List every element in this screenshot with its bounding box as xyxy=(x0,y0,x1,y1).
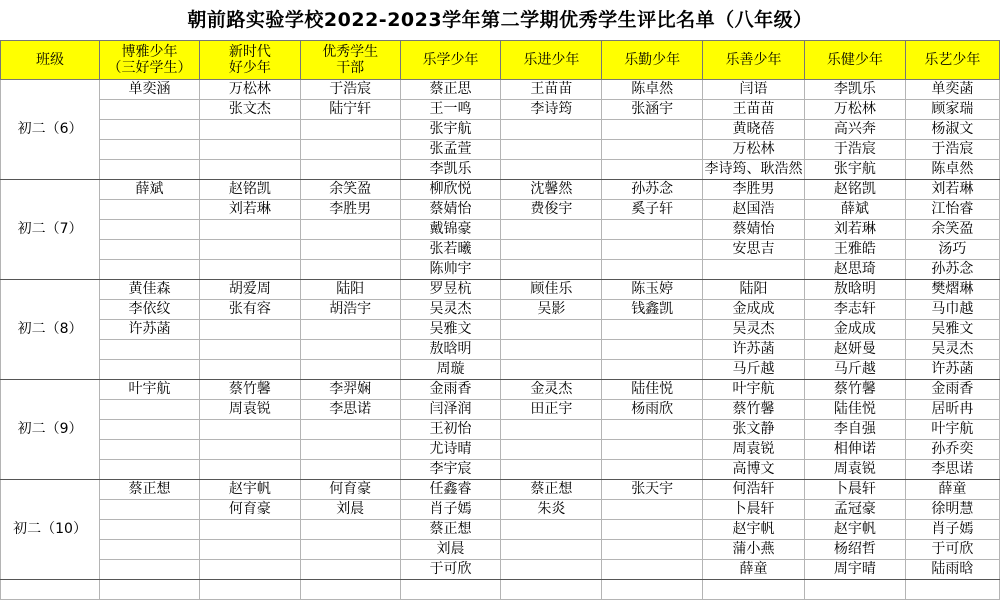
student-cell: 蔡正想 xyxy=(100,480,200,500)
table-row xyxy=(1,140,1000,160)
student-cell xyxy=(602,220,703,240)
table-row xyxy=(1,80,1000,100)
student-cell: 戴锦豪 xyxy=(400,220,501,240)
student-cell: 金灵杰 xyxy=(501,380,602,400)
student-cell xyxy=(300,520,400,540)
column-header xyxy=(905,41,999,80)
student-cell: 费俊宇 xyxy=(501,200,602,220)
student-cell: 陈帅宇 xyxy=(400,260,501,280)
student-cell: 黄晓蓓 xyxy=(703,120,805,140)
column-header xyxy=(501,41,602,80)
student-cell xyxy=(199,140,300,160)
student-cell xyxy=(100,360,200,380)
column-header-line: （三好学生） xyxy=(107,60,192,76)
table-row xyxy=(1,320,1000,340)
column-header xyxy=(100,41,200,80)
student-cell: 叶宇航 xyxy=(703,380,805,400)
column-header xyxy=(703,41,805,80)
student-cell: 肖子嫣 xyxy=(905,520,999,540)
student-cell: 高兴奔 xyxy=(805,120,906,140)
column-header-line: 干部 xyxy=(336,60,365,76)
student-cell: 李凯乐 xyxy=(805,80,906,100)
student-cell xyxy=(100,520,200,540)
column-header-line: 好少年 xyxy=(228,60,271,76)
table-row xyxy=(1,520,1000,540)
student-cell: 李自强 xyxy=(805,420,906,440)
student-cell xyxy=(501,560,602,580)
student-cell: 蔡正思 xyxy=(400,80,501,100)
student-cell: 高博文 xyxy=(703,460,805,480)
column-header-line: 乐善少年 xyxy=(725,52,782,68)
student-cell: 蔡正想 xyxy=(501,480,602,500)
column-header xyxy=(805,41,906,80)
student-cell xyxy=(199,460,300,480)
student-cell: 卜晨轩 xyxy=(703,500,805,520)
table-row xyxy=(1,400,1000,420)
student-cell: 许苏菡 xyxy=(100,320,200,340)
student-cell xyxy=(300,260,400,280)
student-cell: 孙苏念 xyxy=(602,180,703,200)
student-cell xyxy=(100,120,200,140)
class-name-cell: 初二（7） xyxy=(1,180,100,280)
student-cell xyxy=(602,460,703,480)
student-cell xyxy=(199,240,300,260)
student-cell: 周璇 xyxy=(400,360,501,380)
table-row xyxy=(1,120,1000,140)
student-cell xyxy=(100,340,200,360)
student-cell xyxy=(300,140,400,160)
student-cell: 孟冠豪 xyxy=(805,500,906,520)
student-cell: 尤诗晴 xyxy=(400,440,501,460)
student-cell xyxy=(602,160,703,180)
empty-cell xyxy=(400,580,501,600)
student-cell: 赵宇帆 xyxy=(703,520,805,540)
student-cell xyxy=(199,560,300,580)
student-cell: 于浩宸 xyxy=(905,140,999,160)
student-cell: 单奕涵 xyxy=(100,80,200,100)
student-cell xyxy=(501,340,602,360)
column-header-line: 乐勤少年 xyxy=(624,52,681,68)
student-cell: 刘晨 xyxy=(300,500,400,520)
student-cell: 陆阳 xyxy=(703,280,805,300)
student-cell xyxy=(100,560,200,580)
student-cell: 张宇航 xyxy=(805,160,906,180)
empty-cell xyxy=(199,580,300,600)
student-cell: 刘若琳 xyxy=(199,200,300,220)
empty-cell xyxy=(100,580,200,600)
column-header xyxy=(400,41,501,80)
student-cell xyxy=(100,100,200,120)
class-name-cell: 初二（10） xyxy=(1,480,100,580)
student-cell: 肖子嫣 xyxy=(400,500,501,520)
student-cell xyxy=(100,200,200,220)
table-row xyxy=(1,360,1000,380)
student-cell xyxy=(100,240,200,260)
student-cell: 黄佳森 xyxy=(100,280,200,300)
student-cell: 单奕菡 xyxy=(905,80,999,100)
student-cell xyxy=(602,120,703,140)
student-cell: 马斤越 xyxy=(805,360,906,380)
student-cell: 陈卓然 xyxy=(905,160,999,180)
student-cell: 罗昱杭 xyxy=(400,280,501,300)
student-cell: 于可欣 xyxy=(400,560,501,580)
student-cell xyxy=(199,220,300,240)
student-cell: 张文杰 xyxy=(199,100,300,120)
student-cell: 吴雅文 xyxy=(905,320,999,340)
student-cell xyxy=(300,460,400,480)
student-cell: 吴影 xyxy=(501,300,602,320)
student-cell xyxy=(602,520,703,540)
student-cell: 相伸诺 xyxy=(805,440,906,460)
table-row xyxy=(1,200,1000,220)
student-cell: 马巾越 xyxy=(905,300,999,320)
student-cell: 吴灵杰 xyxy=(905,340,999,360)
student-cell: 薛童 xyxy=(703,560,805,580)
student-cell: 杨淑文 xyxy=(905,120,999,140)
student-cell: 任鑫睿 xyxy=(400,480,501,500)
student-cell xyxy=(300,320,400,340)
student-cell xyxy=(501,420,602,440)
student-cell: 蔡竹馨 xyxy=(805,380,906,400)
column-header xyxy=(199,41,300,80)
student-cell: 金成成 xyxy=(805,320,906,340)
student-cell: 居昕冉 xyxy=(905,400,999,420)
student-cell xyxy=(300,240,400,260)
table-row xyxy=(1,480,1000,500)
table-row xyxy=(1,380,1000,400)
student-cell: 蔡婧怡 xyxy=(703,220,805,240)
page-title: 朝前路实验学校2022-2023学年第二学期优秀学生评比名单（八年级） xyxy=(187,9,813,31)
student-cell: 周袁锐 xyxy=(199,400,300,420)
student-cell xyxy=(602,540,703,560)
student-cell xyxy=(501,320,602,340)
student-cell xyxy=(602,500,703,520)
empty-cell xyxy=(300,580,400,600)
student-cell: 敖晗明 xyxy=(805,280,906,300)
student-cell xyxy=(100,540,200,560)
student-cell xyxy=(199,320,300,340)
student-cell: 顾佳乐 xyxy=(501,280,602,300)
student-cell: 刘若琳 xyxy=(805,220,906,240)
student-cell: 薛斌 xyxy=(805,200,906,220)
student-cell: 吴灵杰 xyxy=(400,300,501,320)
table-row xyxy=(1,420,1000,440)
student-cell: 陆宁轩 xyxy=(300,100,400,120)
student-cell xyxy=(602,420,703,440)
column-header-line: 新时代 xyxy=(228,44,271,60)
student-cell: 吴灵杰 xyxy=(703,320,805,340)
student-cell xyxy=(100,440,200,460)
student-cell: 蔡竹馨 xyxy=(199,380,300,400)
student-cell: 于浩宸 xyxy=(805,140,906,160)
column-header-line: 乐进少年 xyxy=(523,52,580,68)
student-cell: 李宇宸 xyxy=(400,460,501,480)
column-header-line: 班级 xyxy=(36,52,65,68)
student-cell: 叶宇航 xyxy=(100,380,200,400)
student-cell: 周袁锐 xyxy=(805,460,906,480)
student-cell xyxy=(300,540,400,560)
student-cell: 马斤越 xyxy=(703,360,805,380)
column-header-line: 优秀学生 xyxy=(322,44,379,60)
student-cell: 王初怡 xyxy=(400,420,501,440)
student-cell: 闫泽润 xyxy=(400,400,501,420)
column-header xyxy=(602,41,703,80)
student-cell: 陆雨晗 xyxy=(905,560,999,580)
column-header xyxy=(300,41,400,80)
class-name-cell: 初二（8） xyxy=(1,280,100,380)
student-cell: 胡爱周 xyxy=(199,280,300,300)
student-cell xyxy=(199,420,300,440)
student-cell: 奚子轩 xyxy=(602,200,703,220)
student-cell: 闫语 xyxy=(703,80,805,100)
student-cell xyxy=(100,400,200,420)
table-row xyxy=(1,560,1000,580)
student-cell: 赵国浩 xyxy=(703,200,805,220)
table-row xyxy=(1,500,1000,520)
student-cell xyxy=(199,260,300,280)
student-cell: 蔡正想 xyxy=(400,520,501,540)
student-cell xyxy=(501,240,602,260)
student-cell xyxy=(501,460,602,480)
student-cell: 杨绍哲 xyxy=(805,540,906,560)
table-row xyxy=(1,280,1000,300)
student-cell: 蔡婧怡 xyxy=(400,200,501,220)
student-cell: 张若曦 xyxy=(400,240,501,260)
student-cell: 张文静 xyxy=(703,420,805,440)
student-cell xyxy=(602,440,703,460)
student-cell xyxy=(199,360,300,380)
student-cell xyxy=(199,160,300,180)
student-cell xyxy=(300,560,400,580)
column-header-line: 乐学少年 xyxy=(422,52,479,68)
student-cell xyxy=(100,420,200,440)
table-row xyxy=(1,180,1000,200)
student-cell xyxy=(100,220,200,240)
student-cell xyxy=(501,220,602,240)
student-cell: 赵宇帆 xyxy=(805,520,906,540)
student-cell: 杨雨欣 xyxy=(602,400,703,420)
student-cell xyxy=(300,420,400,440)
empty-cell xyxy=(1,580,100,600)
table-row xyxy=(1,540,1000,560)
student-cell: 朱炎 xyxy=(501,500,602,520)
student-cell: 叶宇航 xyxy=(905,420,999,440)
empty-cell xyxy=(905,580,999,600)
student-cell xyxy=(501,440,602,460)
student-cell: 王一鸣 xyxy=(400,100,501,120)
student-cell xyxy=(300,440,400,460)
table-row xyxy=(1,460,1000,480)
student-cell: 樊熠琳 xyxy=(905,280,999,300)
student-cell: 何育豪 xyxy=(199,500,300,520)
student-cell xyxy=(602,560,703,580)
student-cell: 何育豪 xyxy=(300,480,400,500)
student-cell: 赵思琦 xyxy=(805,260,906,280)
student-cell: 张孟萱 xyxy=(400,140,501,160)
empty-cell xyxy=(602,580,703,600)
student-cell xyxy=(501,120,602,140)
student-cell xyxy=(703,260,805,280)
student-cell xyxy=(300,160,400,180)
student-cell: 金成成 xyxy=(703,300,805,320)
empty-row xyxy=(1,580,1000,600)
student-cell xyxy=(300,340,400,360)
student-cell: 赵铭凯 xyxy=(805,180,906,200)
student-cell: 陆佳悦 xyxy=(805,400,906,420)
student-cell xyxy=(300,220,400,240)
student-cell xyxy=(602,140,703,160)
table-row xyxy=(1,240,1000,260)
student-cell: 金雨香 xyxy=(400,380,501,400)
empty-cell xyxy=(805,580,906,600)
student-cell: 江怡睿 xyxy=(905,200,999,220)
table-row xyxy=(1,340,1000,360)
student-cell xyxy=(501,140,602,160)
student-cell xyxy=(300,120,400,140)
student-cell: 张天宇 xyxy=(602,480,703,500)
student-cell xyxy=(602,320,703,340)
student-cell: 陈卓然 xyxy=(602,80,703,100)
student-cell: 李诗筠、耿浩然 xyxy=(703,160,805,180)
student-cell: 周袁锐 xyxy=(703,440,805,460)
student-cell: 陈玉婷 xyxy=(602,280,703,300)
student-cell: 王雅皓 xyxy=(805,240,906,260)
student-cell xyxy=(501,540,602,560)
column-header-line: 乐健少年 xyxy=(826,52,883,68)
student-cell xyxy=(602,340,703,360)
student-cell: 李思诺 xyxy=(905,460,999,480)
student-cell xyxy=(100,160,200,180)
student-cell: 张涵宇 xyxy=(602,100,703,120)
student-cell: 万松林 xyxy=(805,100,906,120)
student-cell: 卜晨轩 xyxy=(805,480,906,500)
student-cell: 吴雅文 xyxy=(400,320,501,340)
student-cell: 余笑盈 xyxy=(905,220,999,240)
student-cell: 王苗苗 xyxy=(501,80,602,100)
student-cell: 薛童 xyxy=(905,480,999,500)
student-cell: 徐明慧 xyxy=(905,500,999,520)
student-cell: 许苏菡 xyxy=(703,340,805,360)
student-cell: 许苏菡 xyxy=(905,360,999,380)
student-cell xyxy=(199,540,300,560)
student-cell: 金雨香 xyxy=(905,380,999,400)
student-cell: 王苗苗 xyxy=(703,100,805,120)
student-cell: 孙乔奕 xyxy=(905,440,999,460)
student-cell: 顾家瑞 xyxy=(905,100,999,120)
student-cell xyxy=(602,360,703,380)
student-cell: 于可欣 xyxy=(905,540,999,560)
student-cell xyxy=(602,240,703,260)
table-row xyxy=(1,260,1000,280)
student-cell xyxy=(199,120,300,140)
student-cell: 赵铭凯 xyxy=(199,180,300,200)
student-cell: 孙苏念 xyxy=(905,260,999,280)
student-cell xyxy=(501,260,602,280)
student-cell: 何浩轩 xyxy=(703,480,805,500)
student-cell: 田正宇 xyxy=(501,400,602,420)
empty-cell xyxy=(501,580,602,600)
student-cell: 李胜男 xyxy=(703,180,805,200)
student-cell xyxy=(199,520,300,540)
student-cell xyxy=(100,460,200,480)
student-cell: 万松林 xyxy=(703,140,805,160)
student-cell: 汤巧 xyxy=(905,240,999,260)
student-cell: 薛斌 xyxy=(100,180,200,200)
student-cell: 胡浩宇 xyxy=(300,300,400,320)
student-cell: 陆佳悦 xyxy=(602,380,703,400)
student-cell: 钱鑫凯 xyxy=(602,300,703,320)
student-cell xyxy=(501,160,602,180)
student-cell: 刘若琳 xyxy=(905,180,999,200)
student-cell: 万松林 xyxy=(199,80,300,100)
table-row xyxy=(1,100,1000,120)
column-header xyxy=(1,41,100,80)
table-row xyxy=(1,220,1000,240)
student-cell xyxy=(300,360,400,380)
column-header-line: 博雅少年 xyxy=(121,44,178,60)
student-cell: 李凯乐 xyxy=(400,160,501,180)
student-cell: 赵宇帆 xyxy=(199,480,300,500)
student-cell: 张有容 xyxy=(199,300,300,320)
student-cell: 蒲小燕 xyxy=(703,540,805,560)
student-cell xyxy=(501,360,602,380)
student-cell: 李思诺 xyxy=(300,400,400,420)
honor-roll-table xyxy=(0,40,1000,600)
student-cell: 陆阳 xyxy=(300,280,400,300)
student-cell xyxy=(602,260,703,280)
student-cell: 柳欣悦 xyxy=(400,180,501,200)
student-cell xyxy=(100,500,200,520)
student-cell: 余笑盈 xyxy=(300,180,400,200)
student-cell: 蔡竹馨 xyxy=(703,400,805,420)
class-name-cell: 初二（9） xyxy=(1,380,100,480)
table-row xyxy=(1,160,1000,180)
student-cell: 赵妍曼 xyxy=(805,340,906,360)
student-cell: 刘晨 xyxy=(400,540,501,560)
table-row xyxy=(1,440,1000,460)
student-cell: 敖晗明 xyxy=(400,340,501,360)
student-cell: 于浩宸 xyxy=(300,80,400,100)
empty-cell xyxy=(703,580,805,600)
column-header-line: 乐艺少年 xyxy=(924,52,981,68)
student-cell: 周宇晴 xyxy=(805,560,906,580)
student-cell xyxy=(100,260,200,280)
class-name-cell: 初二（6） xyxy=(1,80,100,180)
student-cell: 沈馨然 xyxy=(501,180,602,200)
student-cell: 李诗筠 xyxy=(501,100,602,120)
student-cell: 李依纹 xyxy=(100,300,200,320)
table-row xyxy=(1,300,1000,320)
student-cell xyxy=(100,140,200,160)
student-cell: 李羿娴 xyxy=(300,380,400,400)
student-cell xyxy=(199,340,300,360)
student-cell: 李胜男 xyxy=(300,200,400,220)
student-cell: 安思吉 xyxy=(703,240,805,260)
student-cell: 李志轩 xyxy=(805,300,906,320)
student-cell xyxy=(199,440,300,460)
student-cell xyxy=(501,520,602,540)
header-row xyxy=(1,41,1000,80)
student-cell: 张宇航 xyxy=(400,120,501,140)
